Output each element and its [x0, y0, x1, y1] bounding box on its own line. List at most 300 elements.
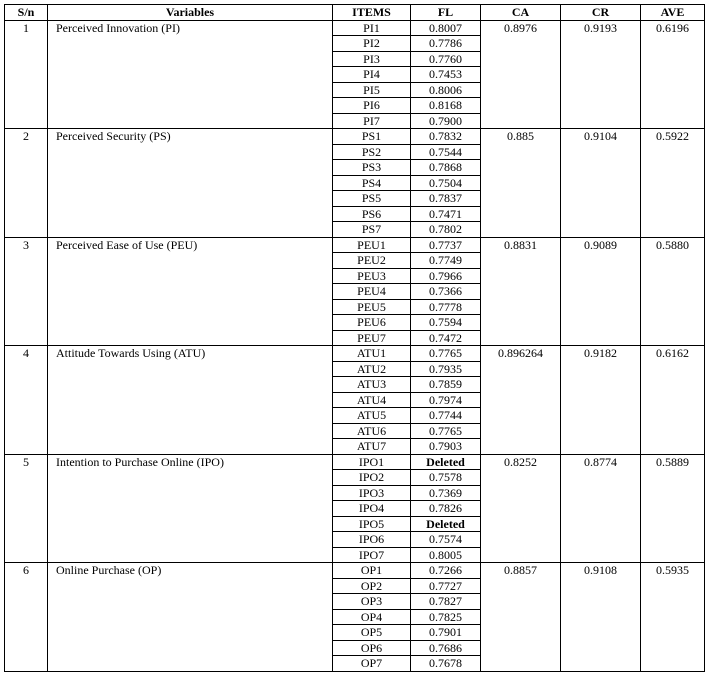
fl-cell: 0.7778 — [411, 299, 481, 315]
item-cell: PI5 — [333, 82, 411, 98]
header-sn: S/n — [5, 5, 48, 21]
fl-cell: 0.8006 — [411, 82, 481, 98]
ave-cell — [641, 299, 705, 315]
item-cell: PEU5 — [333, 299, 411, 315]
ave-cell — [641, 82, 705, 98]
item-cell: PS4 — [333, 175, 411, 191]
item-cell: PEU1 — [333, 237, 411, 253]
reliability-table — [4, 4, 705, 672]
ave-cell — [641, 284, 705, 300]
cr-cell — [561, 423, 641, 439]
ca-cell: 0.896264 — [481, 346, 561, 362]
variable-cell — [48, 222, 333, 238]
sn-cell: 6 — [5, 563, 48, 579]
cr-cell — [561, 501, 641, 517]
variable-cell — [48, 578, 333, 594]
ave-cell — [641, 609, 705, 625]
table-row — [5, 501, 705, 517]
item-cell: OP4 — [333, 609, 411, 625]
sn-cell — [5, 284, 48, 300]
table-row — [5, 299, 705, 315]
fl-cell: 0.7765 — [411, 346, 481, 362]
item-cell: OP5 — [333, 625, 411, 641]
variable-cell — [48, 330, 333, 346]
table-row — [5, 578, 705, 594]
sn-cell — [5, 501, 48, 517]
variable-cell — [48, 67, 333, 83]
table-row — [5, 51, 705, 67]
ave-cell — [641, 36, 705, 52]
fl-cell: 0.7825 — [411, 609, 481, 625]
item-cell: OP6 — [333, 640, 411, 656]
table-row — [5, 237, 705, 253]
cr-cell: 0.8774 — [561, 454, 641, 470]
ave-cell — [641, 98, 705, 114]
variable-cell — [48, 640, 333, 656]
sn-cell — [5, 516, 48, 532]
variable-cell: Intention to Purchase Online (IPO) — [48, 454, 333, 470]
header-cr: CR — [561, 5, 641, 21]
variable-cell — [48, 485, 333, 501]
fl-cell: 0.7827 — [411, 594, 481, 610]
cr-cell — [561, 299, 641, 315]
variable-cell — [48, 144, 333, 160]
ca-cell — [481, 144, 561, 160]
sn-cell — [5, 51, 48, 67]
fl-cell: 0.7578 — [411, 470, 481, 486]
ca-cell — [481, 439, 561, 455]
ca-cell — [481, 67, 561, 83]
cr-cell: 0.9089 — [561, 237, 641, 253]
table-row — [5, 144, 705, 160]
item-cell: PS7 — [333, 222, 411, 238]
cr-cell — [561, 191, 641, 207]
variable-cell — [48, 609, 333, 625]
ca-cell — [481, 532, 561, 548]
table-body — [5, 20, 705, 671]
table-row — [5, 563, 705, 579]
cr-cell — [561, 82, 641, 98]
item-cell: PS5 — [333, 191, 411, 207]
sn-cell — [5, 191, 48, 207]
table-row — [5, 516, 705, 532]
fl-cell: Deleted — [411, 516, 481, 532]
fl-cell: 0.7900 — [411, 113, 481, 129]
variable-cell — [48, 439, 333, 455]
ca-cell: 0.8857 — [481, 563, 561, 579]
sn-cell — [5, 640, 48, 656]
ca-cell — [481, 625, 561, 641]
item-cell: ATU6 — [333, 423, 411, 439]
table-row — [5, 361, 705, 377]
table-row — [5, 656, 705, 672]
ca-cell — [481, 377, 561, 393]
fl-cell: 0.7760 — [411, 51, 481, 67]
item-cell: PI3 — [333, 51, 411, 67]
table-row — [5, 392, 705, 408]
variable-cell: Perceived Ease of Use (PEU) — [48, 237, 333, 253]
sn-cell — [5, 175, 48, 191]
ca-cell — [481, 392, 561, 408]
sn-cell — [5, 625, 48, 641]
cr-cell — [561, 67, 641, 83]
table-row — [5, 160, 705, 176]
sn-cell — [5, 222, 48, 238]
ca-cell — [481, 222, 561, 238]
ca-cell — [481, 594, 561, 610]
ave-cell — [641, 160, 705, 176]
sn-cell: 1 — [5, 20, 48, 36]
item-cell: OP2 — [333, 578, 411, 594]
variable-cell — [48, 547, 333, 563]
item-cell: IPO4 — [333, 501, 411, 517]
sn-cell — [5, 547, 48, 563]
variable-cell — [48, 284, 333, 300]
sn-cell — [5, 67, 48, 83]
variable-cell — [48, 160, 333, 176]
table-row — [5, 175, 705, 191]
ca-cell — [481, 206, 561, 222]
ave-cell — [641, 113, 705, 129]
table-row — [5, 470, 705, 486]
cr-cell — [561, 656, 641, 672]
fl-cell: 0.7901 — [411, 625, 481, 641]
table-row — [5, 594, 705, 610]
cr-cell — [561, 284, 641, 300]
item-cell: ATU1 — [333, 346, 411, 362]
fl-cell: 0.7966 — [411, 268, 481, 284]
sn-cell — [5, 609, 48, 625]
header-row — [5, 5, 705, 21]
cr-cell — [561, 609, 641, 625]
ca-cell — [481, 470, 561, 486]
variable-cell: Perceived Security (PS) — [48, 129, 333, 145]
variable-cell — [48, 392, 333, 408]
item-cell: PEU2 — [333, 253, 411, 269]
ca-cell — [481, 516, 561, 532]
variable-cell — [48, 625, 333, 641]
sn-cell — [5, 98, 48, 114]
ave-cell — [641, 67, 705, 83]
variable-cell — [48, 36, 333, 52]
variable-cell: Attitude Towards Using (ATU) — [48, 346, 333, 362]
ca-cell — [481, 299, 561, 315]
ave-cell: 0.5889 — [641, 454, 705, 470]
ave-cell — [641, 253, 705, 269]
ave-cell — [641, 532, 705, 548]
fl-cell: 0.7686 — [411, 640, 481, 656]
ca-cell — [481, 656, 561, 672]
ca-cell — [481, 640, 561, 656]
table-row — [5, 268, 705, 284]
item-cell: OP1 — [333, 563, 411, 579]
sn-cell — [5, 330, 48, 346]
sn-cell: 5 — [5, 454, 48, 470]
ca-cell: 0.8252 — [481, 454, 561, 470]
ave-cell: 0.5880 — [641, 237, 705, 253]
sn-cell — [5, 36, 48, 52]
ave-cell — [641, 439, 705, 455]
fl-cell: 0.8007 — [411, 20, 481, 36]
cr-cell — [561, 640, 641, 656]
variable-cell — [48, 253, 333, 269]
fl-cell: 0.7574 — [411, 532, 481, 548]
variable-cell: Perceived Innovation (PI) — [48, 20, 333, 36]
ca-cell — [481, 51, 561, 67]
header-ca: CA — [481, 5, 561, 21]
ca-cell — [481, 361, 561, 377]
item-cell: PS3 — [333, 160, 411, 176]
item-cell: ATU7 — [333, 439, 411, 455]
ave-cell — [641, 175, 705, 191]
fl-cell: 0.7765 — [411, 423, 481, 439]
sn-cell — [5, 377, 48, 393]
ave-cell — [641, 656, 705, 672]
item-cell: IPO3 — [333, 485, 411, 501]
ave-cell: 0.5935 — [641, 563, 705, 579]
ave-cell — [641, 470, 705, 486]
fl-cell: 0.7974 — [411, 392, 481, 408]
cr-cell: 0.9193 — [561, 20, 641, 36]
fl-cell: 0.7903 — [411, 439, 481, 455]
cr-cell — [561, 113, 641, 129]
sn-cell — [5, 315, 48, 331]
fl-cell: 0.7453 — [411, 67, 481, 83]
variable-cell — [48, 594, 333, 610]
fl-cell: 0.7504 — [411, 175, 481, 191]
item-cell: ATU2 — [333, 361, 411, 377]
ave-cell — [641, 578, 705, 594]
fl-cell: 0.7369 — [411, 485, 481, 501]
fl-cell: 0.7678 — [411, 656, 481, 672]
variable-cell — [48, 408, 333, 424]
ave-cell — [641, 206, 705, 222]
fl-cell: 0.7471 — [411, 206, 481, 222]
sn-cell — [5, 423, 48, 439]
ave-cell — [641, 485, 705, 501]
cr-cell — [561, 439, 641, 455]
ave-cell — [641, 408, 705, 424]
ave-cell — [641, 330, 705, 346]
sn-cell — [5, 656, 48, 672]
sn-cell — [5, 299, 48, 315]
sn-cell — [5, 485, 48, 501]
header-fl: FL — [411, 5, 481, 21]
variable-cell — [48, 191, 333, 207]
ave-cell — [641, 594, 705, 610]
table-row — [5, 408, 705, 424]
sn-cell — [5, 160, 48, 176]
variable-cell — [48, 516, 333, 532]
variable-cell — [48, 51, 333, 67]
sn-cell — [5, 113, 48, 129]
table-row — [5, 485, 705, 501]
ca-cell — [481, 36, 561, 52]
fl-cell: 0.7802 — [411, 222, 481, 238]
variable-cell: Online Purchase (OP) — [48, 563, 333, 579]
cr-cell — [561, 206, 641, 222]
ave-cell — [641, 268, 705, 284]
ave-cell — [641, 144, 705, 160]
item-cell: ATU4 — [333, 392, 411, 408]
table-row — [5, 67, 705, 83]
sn-cell — [5, 470, 48, 486]
sn-cell — [5, 532, 48, 548]
header-items: ITEMS — [333, 5, 411, 21]
ave-cell — [641, 625, 705, 641]
table-row — [5, 113, 705, 129]
fl-cell: 0.7786 — [411, 36, 481, 52]
fl-cell: 0.7472 — [411, 330, 481, 346]
item-cell: ATU3 — [333, 377, 411, 393]
ca-cell: 0.8976 — [481, 20, 561, 36]
item-cell: PI7 — [333, 113, 411, 129]
cr-cell — [561, 315, 641, 331]
cr-cell — [561, 98, 641, 114]
ave-cell — [641, 315, 705, 331]
ca-cell: 0.885 — [481, 129, 561, 145]
variable-cell — [48, 315, 333, 331]
ca-cell — [481, 547, 561, 563]
table-row — [5, 454, 705, 470]
item-cell: PS2 — [333, 144, 411, 160]
variable-cell — [48, 82, 333, 98]
item-cell: ATU5 — [333, 408, 411, 424]
cr-cell — [561, 392, 641, 408]
fl-cell: 0.7727 — [411, 578, 481, 594]
cr-cell — [561, 532, 641, 548]
ca-cell — [481, 284, 561, 300]
fl-cell: 0.7594 — [411, 315, 481, 331]
cr-cell — [561, 470, 641, 486]
ca-cell: 0.8831 — [481, 237, 561, 253]
fl-cell: 0.7749 — [411, 253, 481, 269]
fl-cell: 0.7837 — [411, 191, 481, 207]
variable-cell — [48, 361, 333, 377]
fl-cell: 0.7744 — [411, 408, 481, 424]
header-variables: Variables — [48, 5, 333, 21]
ca-cell — [481, 609, 561, 625]
cr-cell: 0.9108 — [561, 563, 641, 579]
sn-cell — [5, 578, 48, 594]
sn-cell — [5, 439, 48, 455]
table-row — [5, 206, 705, 222]
variable-cell — [48, 501, 333, 517]
fl-cell: 0.7868 — [411, 160, 481, 176]
fl-cell: 0.7832 — [411, 129, 481, 145]
sn-cell — [5, 594, 48, 610]
item-cell: PI2 — [333, 36, 411, 52]
variable-cell — [48, 532, 333, 548]
ave-cell: 0.6196 — [641, 20, 705, 36]
sn-cell — [5, 144, 48, 160]
table-row — [5, 82, 705, 98]
fl-cell: 0.7935 — [411, 361, 481, 377]
cr-cell: 0.9104 — [561, 129, 641, 145]
item-cell: PEU7 — [333, 330, 411, 346]
table-row — [5, 640, 705, 656]
fl-cell: 0.7366 — [411, 284, 481, 300]
ave-cell — [641, 361, 705, 377]
ca-cell — [481, 175, 561, 191]
variable-cell — [48, 113, 333, 129]
cr-cell — [561, 160, 641, 176]
table-row — [5, 98, 705, 114]
cr-cell — [561, 594, 641, 610]
table-row — [5, 330, 705, 346]
ave-cell — [641, 547, 705, 563]
table-row — [5, 191, 705, 207]
item-cell: OP7 — [333, 656, 411, 672]
ca-cell — [481, 191, 561, 207]
ave-cell — [641, 377, 705, 393]
table-row — [5, 20, 705, 36]
table-row — [5, 609, 705, 625]
variable-cell — [48, 656, 333, 672]
table-row — [5, 36, 705, 52]
fl-cell: 0.7826 — [411, 501, 481, 517]
cr-cell — [561, 36, 641, 52]
ave-cell: 0.6162 — [641, 346, 705, 362]
table-row — [5, 222, 705, 238]
table-row — [5, 129, 705, 145]
fl-cell: 0.8005 — [411, 547, 481, 563]
item-cell: PI4 — [333, 67, 411, 83]
ca-cell — [481, 578, 561, 594]
table-row — [5, 346, 705, 362]
item-cell: PI6 — [333, 98, 411, 114]
cr-cell — [561, 625, 641, 641]
sn-cell — [5, 253, 48, 269]
cr-cell — [561, 330, 641, 346]
ca-cell — [481, 113, 561, 129]
sn-cell — [5, 392, 48, 408]
cr-cell: 0.9182 — [561, 346, 641, 362]
cr-cell — [561, 377, 641, 393]
ave-cell — [641, 51, 705, 67]
item-cell: IPO6 — [333, 532, 411, 548]
table-row — [5, 315, 705, 331]
ca-cell — [481, 330, 561, 346]
ave-cell — [641, 392, 705, 408]
cr-cell — [561, 485, 641, 501]
fl-cell: 0.8168 — [411, 98, 481, 114]
item-cell: IPO1 — [333, 454, 411, 470]
cr-cell — [561, 253, 641, 269]
cr-cell — [561, 144, 641, 160]
variable-cell — [48, 470, 333, 486]
item-cell: PEU6 — [333, 315, 411, 331]
sn-cell — [5, 408, 48, 424]
ave-cell — [641, 501, 705, 517]
fl-cell: 0.7737 — [411, 237, 481, 253]
item-cell: PEU3 — [333, 268, 411, 284]
ca-cell — [481, 160, 561, 176]
cr-cell — [561, 51, 641, 67]
ave-cell — [641, 423, 705, 439]
header-ave: AVE — [641, 5, 705, 21]
sn-cell — [5, 361, 48, 377]
table-header — [5, 5, 705, 21]
cr-cell — [561, 547, 641, 563]
ca-cell — [481, 82, 561, 98]
fl-cell: 0.7544 — [411, 144, 481, 160]
variable-cell — [48, 206, 333, 222]
item-cell: IPO7 — [333, 547, 411, 563]
table-row — [5, 377, 705, 393]
sn-cell — [5, 268, 48, 284]
cr-cell — [561, 175, 641, 191]
